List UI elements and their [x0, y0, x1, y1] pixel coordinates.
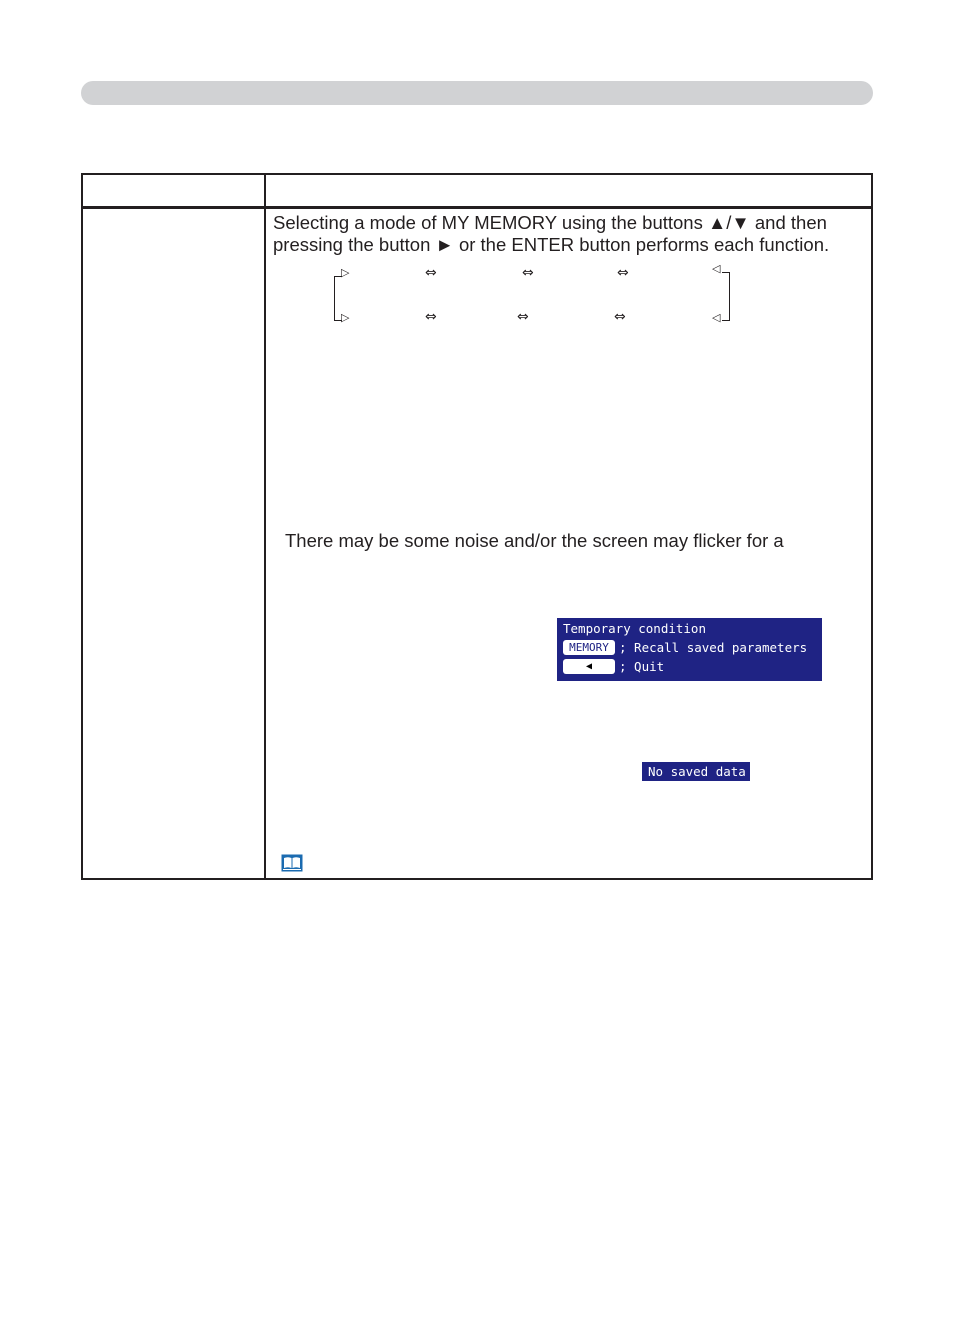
- temporary-condition-osd: [557, 618, 822, 681]
- cycle-bracket-right: [722, 272, 730, 321]
- double-arrow-icon: ⇔: [425, 265, 437, 281]
- memory-key-label: MEMORY: [563, 640, 615, 655]
- double-arrow-icon: ⇔: [617, 265, 629, 281]
- cycle-arrow-left-top: ◁: [712, 262, 721, 275]
- intro-line-2: pressing the button ► or the ENTER button performs each function.: [273, 234, 830, 255]
- osd-quit-row: [563, 657, 816, 676]
- cycle-arrow-left-bottom: ◁: [712, 311, 721, 324]
- osd-memory-row: [563, 638, 816, 657]
- memory-action-text: ; Recall saved parameters: [619, 640, 808, 655]
- double-arrow-icon: ⇔: [425, 309, 437, 325]
- cycle-arrow-right-top: ▷: [341, 266, 350, 279]
- note-line: There may be some noise and/or the screen may flicker for a: [285, 530, 784, 551]
- intro-line-1: Selecting a mode of MY MEMORY using the buttons ▲/▼ and then: [273, 212, 827, 233]
- double-arrow-icon: ⇔: [614, 309, 626, 325]
- book-icon: [281, 854, 303, 872]
- double-arrow-icon: ⇔: [517, 309, 529, 325]
- table-column-divider: [264, 175, 266, 878]
- menu-table: [81, 173, 873, 880]
- osd-title: Temporary condition: [563, 621, 706, 636]
- table-header-divider: [83, 206, 871, 209]
- no-saved-data-osd: [642, 762, 750, 781]
- quit-action-text: ; Quit: [619, 659, 665, 674]
- cycle-arrow-right-bottom: ▷: [341, 311, 350, 324]
- noise-note: [285, 530, 784, 552]
- double-arrow-icon: ⇔: [522, 265, 534, 281]
- no-saved-data-text: No saved data: [648, 764, 746, 779]
- my-memory-description: [273, 212, 829, 256]
- osd-title-row: [563, 619, 816, 638]
- section-header-bar: [81, 81, 873, 105]
- left-arrow-icon: ◀: [563, 659, 615, 674]
